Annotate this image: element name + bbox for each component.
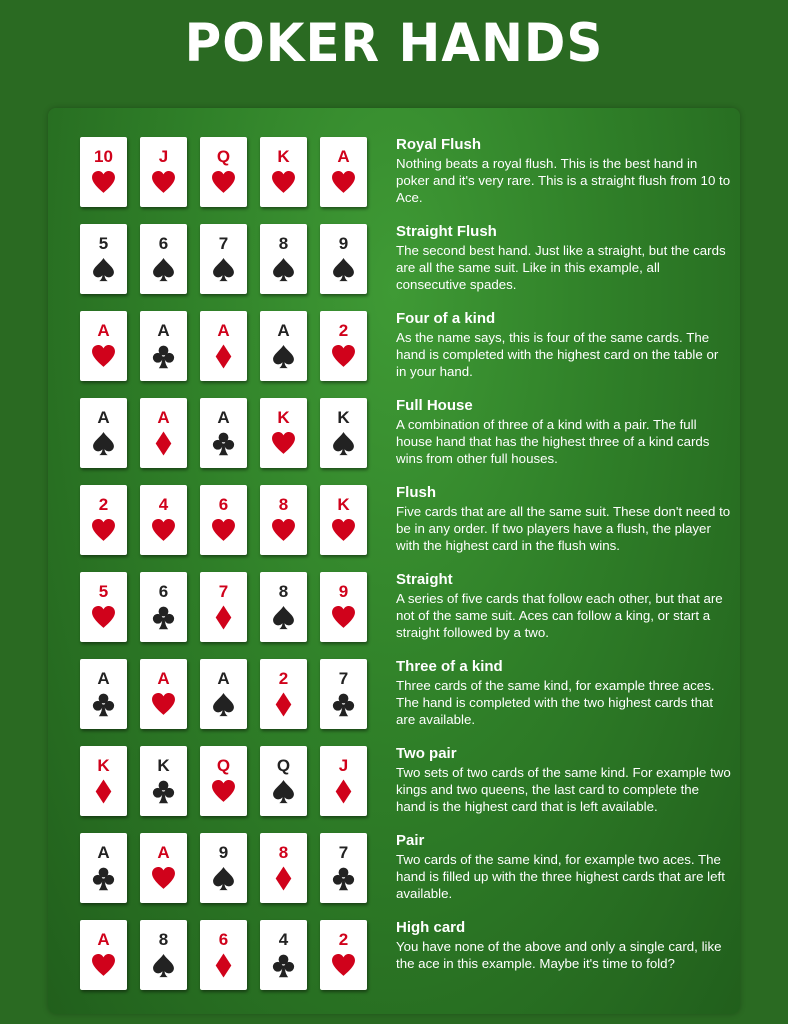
hand-description-block [396, 222, 732, 293]
card-rank: 9 [218, 843, 229, 862]
card-rank: 2 [98, 495, 109, 514]
playing-card [140, 311, 187, 381]
hand-row [48, 311, 740, 383]
hand-description-block [396, 135, 732, 206]
heart-suit-icon [271, 431, 296, 456]
card-rank: K [157, 756, 170, 775]
playing-card [320, 572, 367, 642]
hand-name: Straight [396, 571, 453, 588]
playing-card [200, 659, 247, 729]
card-rank: 6 [158, 582, 169, 601]
hand-description: Two sets of two cards of the same kind. For example two kings and two queens, the last card to complete the hand is the highest card that is left available. [396, 765, 731, 814]
hand-name: Three of a kind [396, 658, 503, 675]
card-rank: 5 [98, 234, 109, 253]
card-rank: 8 [278, 495, 289, 514]
card-rank: A [97, 930, 110, 949]
card-rank: A [217, 408, 230, 427]
diamond-suit-icon [151, 431, 176, 456]
card-rank: K [277, 147, 290, 166]
card-rank: 10 [94, 147, 113, 166]
club-suit-icon [211, 431, 236, 456]
playing-card [200, 572, 247, 642]
card-rank: 6 [158, 234, 169, 253]
card-rank: 8 [278, 234, 289, 253]
spade-suit-icon [271, 605, 296, 630]
playing-card [200, 746, 247, 816]
hand-description-block [396, 744, 732, 815]
heart-suit-icon [151, 518, 176, 543]
spade-suit-icon [211, 257, 236, 282]
hand-row [48, 137, 740, 209]
club-suit-icon [151, 605, 176, 630]
playing-card [320, 920, 367, 990]
diamond-suit-icon [211, 953, 236, 978]
club-suit-icon [151, 779, 176, 804]
card-rank: A [277, 321, 290, 340]
playing-card [200, 920, 247, 990]
heart-suit-icon [331, 605, 356, 630]
card-rank: 2 [278, 669, 289, 688]
hand-name: Pair [396, 832, 425, 849]
playing-card [320, 746, 367, 816]
heart-suit-icon [271, 518, 296, 543]
playing-card [80, 485, 127, 555]
heart-suit-icon [331, 170, 356, 195]
playing-card [320, 398, 367, 468]
card-rank: 4 [278, 930, 289, 949]
spade-suit-icon [211, 692, 236, 717]
playing-card [260, 137, 307, 207]
club-suit-icon [91, 866, 116, 891]
heart-suit-icon [91, 605, 116, 630]
playing-card [320, 485, 367, 555]
hand-name: High card [396, 919, 466, 936]
club-suit-icon [271, 953, 296, 978]
page-title: POKER HANDS [184, 12, 604, 74]
card-rank: Q [216, 147, 231, 166]
card-rank: 4 [158, 495, 169, 514]
playing-card [260, 485, 307, 555]
card-rank: K [337, 408, 350, 427]
playing-card [80, 572, 127, 642]
playing-card [140, 224, 187, 294]
heart-suit-icon [211, 518, 236, 543]
heart-suit-icon [211, 779, 236, 804]
heart-suit-icon [211, 170, 236, 195]
spade-suit-icon [211, 866, 236, 891]
hand-row [48, 398, 740, 470]
playing-card [140, 746, 187, 816]
card-rank: 6 [218, 495, 229, 514]
playing-card [140, 572, 187, 642]
hand-name: Full House [396, 397, 473, 414]
heart-suit-icon [331, 953, 356, 978]
diamond-suit-icon [211, 605, 236, 630]
hand-description-block [396, 396, 732, 467]
diamond-suit-icon [91, 779, 116, 804]
card-rank: A [217, 669, 230, 688]
hand-row [48, 485, 740, 557]
playing-card [200, 485, 247, 555]
card-rank: A [157, 669, 170, 688]
spade-suit-icon [271, 344, 296, 369]
playing-card [260, 659, 307, 729]
hand-name: Four of a kind [396, 310, 496, 327]
hand-description-block [396, 483, 732, 554]
hand-description-block [396, 918, 732, 972]
playing-card [320, 224, 367, 294]
playing-card [80, 398, 127, 468]
card-rank: 9 [338, 234, 349, 253]
hand-name: Straight Flush [396, 223, 497, 240]
hand-description: You have none of the above and only a single card, like the ace in this example. Maybe it's time to fold? [396, 939, 722, 971]
hand-description: Three cards of the same kind, for example three aces. The hand is completed with the two highest cards that are available. [396, 678, 715, 727]
heart-suit-icon [91, 518, 116, 543]
playing-card [140, 833, 187, 903]
heart-suit-icon [151, 692, 176, 717]
card-rank: 9 [338, 582, 349, 601]
hand-description-block [396, 570, 732, 641]
spade-suit-icon [91, 257, 116, 282]
card-rank: A [157, 321, 170, 340]
heart-suit-icon [331, 518, 356, 543]
heart-suit-icon [331, 344, 356, 369]
playing-card [200, 398, 247, 468]
card-rank: 8 [278, 582, 289, 601]
playing-card [140, 137, 187, 207]
playing-card [260, 398, 307, 468]
card-rank: A [217, 321, 230, 340]
playing-card [140, 485, 187, 555]
playing-card [320, 833, 367, 903]
heart-suit-icon [151, 866, 176, 891]
card-rank: 2 [338, 321, 349, 340]
playing-card [260, 311, 307, 381]
hand-description: The second best hand. Just like a straight, but the cards are all the same suit. Like in this example, all consecutive spades. [396, 243, 726, 292]
card-rank: 7 [338, 843, 349, 862]
card-rank: 8 [278, 843, 289, 862]
playing-card [200, 224, 247, 294]
card-rank: A [97, 408, 110, 427]
club-suit-icon [91, 692, 116, 717]
playing-card [320, 659, 367, 729]
card-rank: A [157, 408, 170, 427]
playing-card [320, 137, 367, 207]
card-rank: A [157, 843, 170, 862]
spade-suit-icon [331, 431, 356, 456]
playing-card [260, 833, 307, 903]
card-rank: K [277, 408, 290, 427]
card-rank: 7 [218, 582, 229, 601]
playing-card [80, 224, 127, 294]
hand-description: As the name says, this is four of the same cards. The hand is completed with the highest card on the table or in your hand. [396, 330, 719, 379]
card-rank: Q [276, 756, 291, 775]
playing-card [140, 659, 187, 729]
card-rank: 8 [158, 930, 169, 949]
playing-card [140, 920, 187, 990]
heart-suit-icon [271, 170, 296, 195]
card-rank: 2 [338, 930, 349, 949]
hand-row [48, 746, 740, 818]
hand-row [48, 224, 740, 296]
playing-card [80, 137, 127, 207]
card-rank: A [97, 321, 110, 340]
hand-description: Five cards that are all the same suit. These don't need to be in any order. If two players have a flush, the player with the highest card in the flush wins. [396, 504, 731, 553]
hand-name: Royal Flush [396, 136, 482, 153]
playing-card [140, 398, 187, 468]
card-rank: K [97, 756, 110, 775]
playing-card [200, 833, 247, 903]
card-rank: A [337, 147, 350, 166]
card-rank: A [97, 669, 110, 688]
card-rank: J [158, 147, 169, 166]
heart-suit-icon [151, 170, 176, 195]
playing-card [80, 746, 127, 816]
card-rank: Q [216, 756, 231, 775]
hand-name: Two pair [396, 745, 457, 762]
playing-card [80, 659, 127, 729]
club-suit-icon [331, 866, 356, 891]
diamond-suit-icon [271, 692, 296, 717]
spade-suit-icon [151, 953, 176, 978]
hand-description: A series of five cards that follow each other, but that are not of the same suit. Aces can follow a king, or start a straight followed by a two. [396, 591, 723, 640]
hand-description: Nothing beats a royal flush. This is the best hand in poker and it's very rare. This is a straight flush from 10 to Ace. [396, 156, 731, 205]
hands-panel [48, 108, 740, 1014]
spade-suit-icon [271, 257, 296, 282]
playing-card [320, 311, 367, 381]
hand-description-block [396, 657, 732, 728]
diamond-suit-icon [271, 866, 296, 891]
card-rank: 6 [218, 930, 229, 949]
heart-suit-icon [91, 953, 116, 978]
hand-row [48, 920, 740, 992]
card-rank: 7 [218, 234, 229, 253]
playing-card [200, 137, 247, 207]
card-rank: K [337, 495, 350, 514]
heart-suit-icon [91, 344, 116, 369]
hand-name: Flush [396, 484, 436, 501]
playing-card [80, 311, 127, 381]
playing-card [260, 746, 307, 816]
spade-suit-icon [271, 779, 296, 804]
hand-row [48, 833, 740, 905]
hand-description-block [396, 309, 732, 380]
diamond-suit-icon [331, 779, 356, 804]
spade-suit-icon [91, 431, 116, 456]
spade-suit-icon [151, 257, 176, 282]
diamond-suit-icon [211, 344, 236, 369]
club-suit-icon [331, 692, 356, 717]
card-rank: 7 [338, 669, 349, 688]
heart-suit-icon [91, 170, 116, 195]
hand-row [48, 572, 740, 644]
hand-description: A combination of three of a kind with a pair. The full house hand that has the highest three of a kind cards wins from other full houses. [396, 417, 710, 466]
card-rank: 5 [98, 582, 109, 601]
playing-card [80, 833, 127, 903]
hand-row [48, 659, 740, 731]
playing-card [260, 920, 307, 990]
club-suit-icon [151, 344, 176, 369]
spade-suit-icon [331, 257, 356, 282]
hand-description-block [396, 831, 732, 902]
card-rank: A [97, 843, 110, 862]
card-rank: J [338, 756, 349, 775]
playing-card [80, 920, 127, 990]
playing-card [260, 224, 307, 294]
hand-description: Two cards of the same kind, for example two aces. The hand is filled up with the three highest cards that are left available. [396, 852, 725, 901]
playing-card [200, 311, 247, 381]
playing-card [260, 572, 307, 642]
